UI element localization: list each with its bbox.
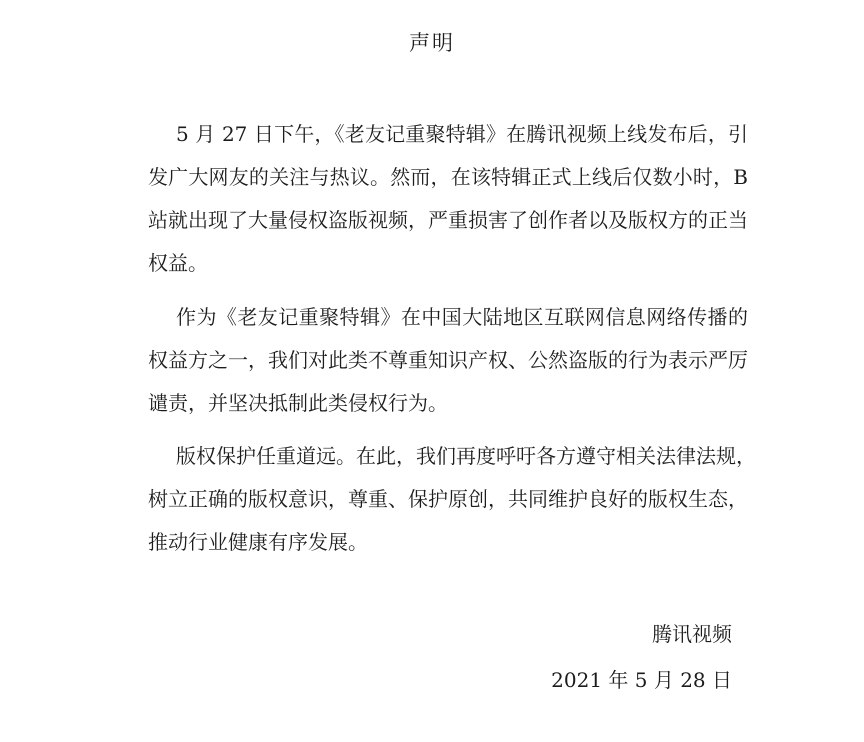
- signature-organization: 腾讯视频: [652, 622, 732, 646]
- paragraph-1-line-3: 站就出现了大量侵权盗版视频，严重损害了创作者以及版权方的正当: [148, 208, 748, 232]
- paragraph-1-line-2: 发广大网友的关注与热议。然而，在该特辑正式上线后仅数小时，B: [148, 165, 748, 189]
- signature-date: 2021 年 5 月 28 日: [551, 668, 732, 692]
- paragraph-3-line-2: 树立正确的版权意识，尊重、保护原创，共同维护良好的版权生态，: [148, 487, 748, 511]
- paragraph-3-line-3: 推动行业健康有序发展。: [148, 530, 368, 554]
- document-title: 声明: [409, 31, 455, 55]
- paragraph-1-line-1: 5 月 27 日下午，《老友记重聚特辑》在腾讯视频上线发布后，引: [176, 122, 748, 146]
- paragraph-2-line-3: 谴责，并坚决抵制此类侵权行为。: [148, 391, 448, 415]
- paragraph-2-line-1: 作为《老友记重聚特辑》在中国大陆地区互联网信息网络传播的: [176, 305, 748, 329]
- paragraph-2-line-2: 权益方之一，我们对此类不尊重知识产权、公然盗版的行为表示严厉: [148, 348, 748, 372]
- paragraph-1-line-4: 权益。: [148, 251, 208, 275]
- paragraph-3-line-1: 版权保护任重道远。在此，我们再度呼吁各方遵守相关法律法规，: [176, 444, 756, 468]
